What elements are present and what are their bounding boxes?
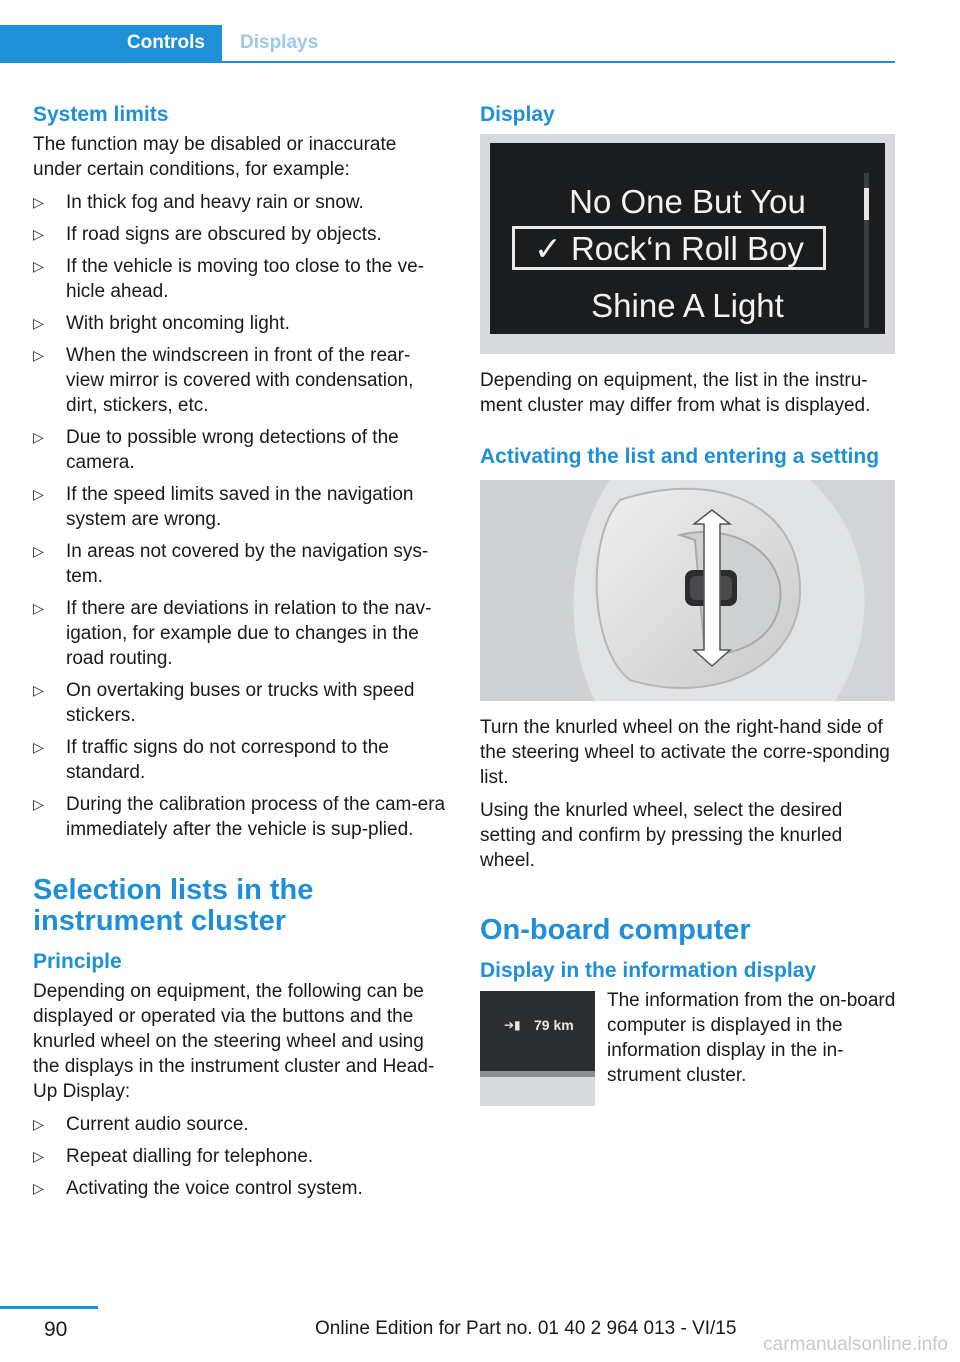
- list-item: ▷ If the vehicle is moving too close to the ve‐hicle ahead.: [33, 256, 425, 302]
- steering-wheel-drawing: [480, 480, 895, 701]
- principle-list: [33, 1112, 448, 1201]
- list-item: ▷ During the calibration process of the cam‐era immediately after the vehicle is sup‐plied.: [33, 794, 446, 840]
- selection-item-selected: ✓ Rock‘n Roll Boy: [534, 230, 804, 267]
- information-display-heading: Display in the information display: [480, 959, 817, 982]
- list-item: ▷ Current audio source.: [33, 1114, 249, 1135]
- information-display-illustration: [480, 991, 595, 1106]
- triangle-right-outline-icon: ▷: [33, 194, 44, 210]
- selection-item: No One But You: [569, 183, 806, 220]
- system-limits-intro: The function may be disabled or inaccurate under certain conditions, for example:: [33, 134, 397, 180]
- list-item: ▷ With bright oncoming light.: [33, 313, 290, 334]
- activating-text-1: Turn the knurled wheel on the right-hand side of the steering wheel to activate the corre‐sponding list.: [480, 717, 890, 788]
- scrollbar-track: [864, 173, 869, 328]
- triangle-right-outline-icon: ▷: [33, 347, 44, 363]
- list-item: ▷ On overtaking buses or trucks with speed stickers.: [33, 680, 415, 726]
- activating-heading: Activating the list and entering a setting: [480, 445, 880, 468]
- screen-frame: [480, 1071, 595, 1077]
- info-screen: [480, 991, 595, 1071]
- display-caption: Depending on equipment, the list in the instru‐ment cluster may differ from what is displayed.: [480, 370, 871, 416]
- triangle-right-outline-icon: ▷: [33, 1148, 44, 1164]
- triangle-right-outline-icon: ▷: [33, 226, 44, 242]
- triangle-right-outline-icon: ▷: [33, 1180, 44, 1196]
- on-board-computer-heading: On-board computer: [480, 914, 751, 946]
- principle-heading: Principle: [33, 950, 122, 973]
- scrollbar-thumb: [864, 188, 869, 220]
- triangle-right-outline-icon: ▷: [33, 682, 44, 698]
- list-item: ▷ If traffic signs do not correspond to the standard.: [33, 737, 389, 783]
- watermark: carmanualsonline.info: [763, 1334, 948, 1355]
- list-item: ▷ Activating the voice control system.: [33, 1178, 363, 1199]
- triangle-right-outline-icon: ▷: [33, 1116, 44, 1132]
- system-limits-heading: System limits: [33, 103, 169, 126]
- principle-text: Depending on equipment, the following can be displayed or operated via the buttons and the knurled wheel on the steering wheel and using the displays in the instrument cluster and Head-Up Display:: [33, 981, 435, 1102]
- left-column: [33, 102, 448, 1208]
- triangle-right-outline-icon: ▷: [33, 739, 44, 755]
- list-item: ▷ In thick fog and heavy rain or snow.: [33, 192, 364, 213]
- system-limits-list: [33, 190, 448, 842]
- tab-displays[interactable]: Displays: [240, 32, 319, 53]
- list-item: ▷ If road signs are obscured by objects.: [33, 224, 382, 245]
- obc-block: [480, 988, 895, 1108]
- cluster-screen: [490, 143, 885, 334]
- steering-wheel-illustration: [480, 480, 895, 701]
- triangle-right-outline-icon: ▷: [33, 429, 44, 445]
- list-item: ▷ Due to possible wrong detections of the camera.: [33, 427, 399, 473]
- display-heading: Display: [480, 103, 555, 126]
- triangle-right-outline-icon: ▷: [33, 796, 44, 812]
- list-item: ▷ In areas not covered by the navigation sys‐tem.: [33, 541, 429, 587]
- triangle-right-outline-icon: ▷: [33, 600, 44, 616]
- footer-accent-line: [0, 1306, 98, 1309]
- right-column: [480, 102, 895, 1108]
- section-tabs: [0, 25, 895, 63]
- triangle-right-outline-icon: ▷: [33, 486, 44, 502]
- list-item: ▷ When the windscreen in front of the rear‐view mirror is covered with condensation, dirt, stickers, etc.: [33, 345, 414, 416]
- page-number: 90: [44, 1318, 68, 1341]
- selection-lists-heading: Selection lists in the instrument cluster: [33, 874, 314, 937]
- range-value: 79 km: [534, 1017, 574, 1033]
- list-item: ▷ If the speed limits saved in the navigation system are wrong.: [33, 484, 414, 530]
- list-item: ▷ Repeat dialling for telephone.: [33, 1146, 314, 1167]
- triangle-right-outline-icon: ▷: [33, 315, 44, 331]
- tab-controls[interactable]: Controls: [0, 25, 222, 61]
- selection-item: Shine A Light: [591, 287, 784, 324]
- obc-text: The information from the on‐board computer is displayed in the information display in the in‐strument cluster.: [607, 990, 896, 1086]
- fuel-pump-range-icon: ➔▮: [504, 1018, 521, 1032]
- triangle-right-outline-icon: ▷: [33, 543, 44, 559]
- display-illustration: [480, 134, 895, 354]
- triangle-right-outline-icon: ▷: [33, 258, 44, 274]
- edition-note: Online Edition for Part no. 01 40 2 964 013 - VI/15: [315, 1318, 737, 1339]
- activating-text-2: Using the knurled wheel, select the desired setting and confirm by pressing the knurled wheel.: [480, 800, 843, 871]
- list-item: ▷ If there are deviations in relation to the nav‐igation, for example due to changes in the road routing.: [33, 598, 432, 669]
